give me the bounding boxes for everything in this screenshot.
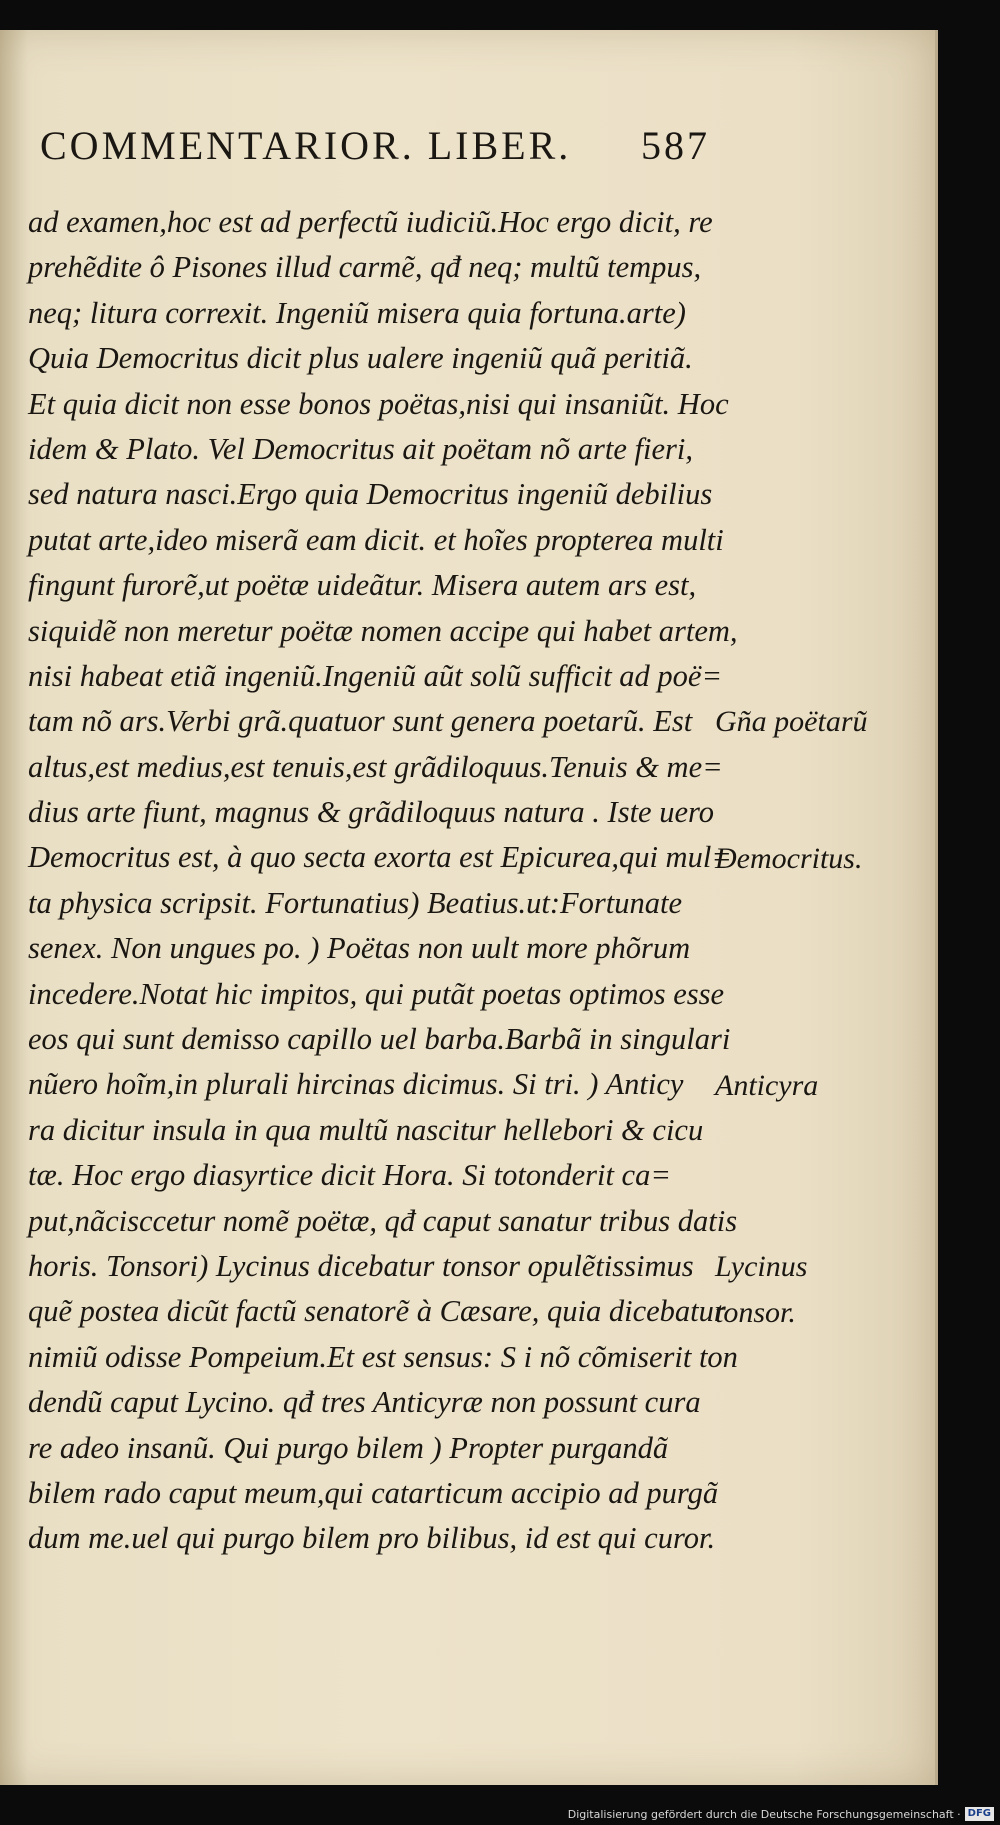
text-line: dius arte fiunt, magnus & grãdiloquus natura . Iste uero	[28, 795, 714, 830]
dfg-logo: DFG	[965, 1807, 994, 1821]
text-line: prehẽdite ô Pisones illud carmẽ, qđ neq; multũ tempus,	[28, 250, 702, 285]
margin-note: Lycinus	[715, 1250, 808, 1284]
running-title: COMMENTARIOR. LIBER.	[40, 123, 572, 168]
text-line: tam nõ ars.Verbi grã.quatuor sunt genera poetarũ. Est	[28, 704, 693, 739]
text-line: re adeo insanũ. Qui purgo bilem ) Propter purgandã	[28, 1430, 669, 1465]
margin-note: Gña poëtarũ	[715, 705, 868, 739]
text-line: idem & Plato. Vel Democritus ait poëtam nõ arte fieri,	[28, 431, 693, 466]
book-page	[0, 30, 938, 1785]
margin-note: Anticyra	[715, 1068, 819, 1102]
margin-note: Democritus.	[715, 841, 863, 875]
text-line: tæ. Hoc ergo diasyrtice dicit Hora. Si totonderit ca=	[28, 1158, 671, 1193]
text-line: siquidẽ non meretur poëtæ nomen accipe qui habet artem,	[28, 613, 738, 648]
text-line: put,nãcisccetur nomẽ poëtæ, qđ caput sanatur tribus datis	[28, 1203, 738, 1238]
text-line: dendũ caput Lycino. qđ tres Anticyræ non possunt cura	[28, 1385, 701, 1420]
text-line: horis. Tonsori) Lycinus dicebatur tonsor opulẽtissimus	[28, 1248, 694, 1283]
text-line: bilem rado caput meum,qui catarticum accipio ad purgã	[28, 1475, 719, 1510]
text-line: nimiũ odisse Pompeium.Et est sensus: S i nõ cõmiserit ton	[28, 1339, 738, 1374]
text-line: fingunt furorẽ,ut poëtæ uideãtur. Misera autem ars est,	[28, 568, 697, 603]
page-number: 587	[641, 123, 710, 168]
text-line: incedere.Notat hic impitos, qui putãt poetas optimos esse	[28, 976, 725, 1011]
text-line: nisi habeat etiã ingeniũ.Ingeniũ aũt solũ sufficit ad poë=	[28, 658, 723, 693]
text-line: altus,est medius,est tenuis,est grãdiloquus.Tenuis & me=	[28, 749, 723, 784]
running-header	[40, 122, 710, 169]
text-line: neq; litura correxit. Ingeniũ misera quia fortuna.arte)	[28, 295, 686, 330]
text-line: ad examen,hoc est ad perfectũ iudiciũ.Hoc ergo dicit, re	[28, 205, 713, 239]
text-line: eos qui sunt demisso capillo uel barba.Barbã in singulari	[28, 1022, 731, 1057]
text-line: quẽ postea dicũt factũ senatorẽ à Cæsare, quia dicebatur	[28, 1294, 726, 1329]
text-line: ta physica scripsit. Fortunatius) Beatius.ut:Fortunate	[28, 885, 683, 920]
text-line: ra dicitur insula in qua multũ nascitur hellebori & cicu	[28, 1112, 704, 1147]
text-line: Democritus est, à quo secta exorta est Epicurea,qui mul=	[28, 840, 732, 875]
text-line: Et quia dicit non esse bonos poëtas,nisi qui insaniũt. Hoc	[28, 386, 729, 421]
text-line: putat arte,ideo miserã eam dicit. et hoĩes propterea multi	[28, 522, 724, 557]
text-line: senex. Non ungues po. ) Poëtas non uult more phõrum	[28, 931, 691, 966]
digitization-credit	[568, 1807, 994, 1821]
credit-text: Digitalisierung gefördert durch die Deutsche Forschungsgemeinschaft ·	[567, 1807, 961, 1821]
text-line: Quia Democritus dicit plus ualere ingeniũ quã peritiã.	[28, 341, 693, 376]
text-line: sed natura nasci.Ergo quia Democritus ingeniũ debilius	[28, 477, 713, 512]
margin-note: tonsor.	[715, 1295, 796, 1329]
text-line: dum me.uel qui purgo bilem pro bilibus, id est qui curor.	[28, 1521, 716, 1556]
commentary-text	[28, 200, 738, 1562]
text-line: nũero hoĩm,in plurali hircinas dicimus. Si tri. ) Anticy	[28, 1067, 684, 1102]
